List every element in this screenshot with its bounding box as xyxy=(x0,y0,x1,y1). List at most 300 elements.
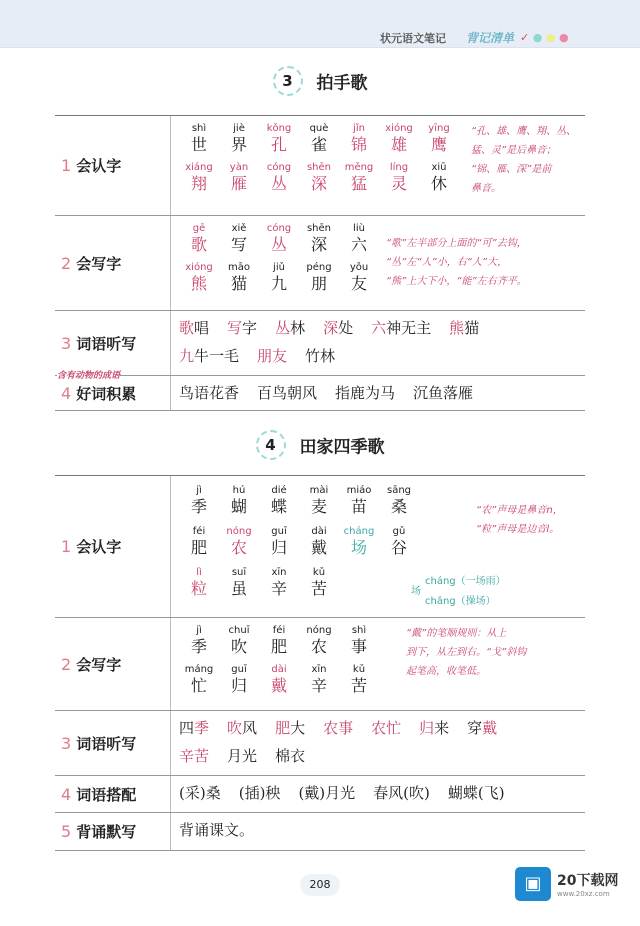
char-cell xyxy=(179,624,219,657)
word-part: 鸟语花香 xyxy=(179,384,240,402)
note-line: “孔、雄、鹰、翔、丛、 xyxy=(471,126,577,137)
char-cell xyxy=(339,525,379,558)
note-line: 起笔高，收笔低。 xyxy=(406,666,486,677)
pinyin: kǔ xyxy=(312,567,326,578)
word xyxy=(323,314,353,342)
pinyin: shì xyxy=(351,625,367,636)
row-number: 4 xyxy=(61,784,72,804)
pinyin: péng xyxy=(306,262,332,273)
pinyin: jiǔ xyxy=(273,262,285,273)
row-label xyxy=(55,311,171,381)
word-part: 吹 xyxy=(227,719,243,737)
char-cell xyxy=(379,122,419,155)
annotation: 含有动物的成语 xyxy=(57,368,120,381)
word xyxy=(239,779,281,807)
character: 归 xyxy=(270,538,287,557)
word xyxy=(257,379,317,407)
row-label xyxy=(55,711,171,775)
char-cell xyxy=(299,261,339,294)
char-cell xyxy=(379,484,419,517)
lesson-title xyxy=(0,430,640,460)
row-label-text: 词语听写 xyxy=(76,734,137,753)
char-line xyxy=(179,566,585,599)
pinyin: guī xyxy=(231,664,247,675)
pinyin: kǒng xyxy=(266,123,292,134)
character: 忙 xyxy=(190,676,207,695)
character: 苦 xyxy=(350,676,367,695)
row-number: 3 xyxy=(61,333,72,353)
char-cell xyxy=(259,222,299,255)
word-part: 竹林 xyxy=(305,347,336,365)
word-part: 背诵课文。 xyxy=(179,821,255,839)
reading-b: chǎng（操场） xyxy=(425,596,496,607)
word xyxy=(419,714,449,742)
character: 丛 xyxy=(270,174,287,193)
pinyin: jiè xyxy=(233,123,245,134)
row-number: 2 xyxy=(61,654,72,674)
word-part: 肥 xyxy=(275,719,291,737)
pinyin: xīn xyxy=(311,664,327,675)
pinyin: cóng xyxy=(266,162,292,173)
word-line xyxy=(179,714,585,742)
note-line: 猛、灵”是后鼻音； xyxy=(471,145,557,156)
character: 虽 xyxy=(230,579,247,598)
word xyxy=(227,714,257,742)
note-line: “戴”的笔顺规则：从上 xyxy=(406,628,507,639)
char-cell xyxy=(339,161,379,194)
row-label-text: 会写字 xyxy=(76,655,122,674)
teacher-note xyxy=(471,122,576,198)
lesson-name: 拍手歌 xyxy=(316,73,368,94)
row-label-text: 好词积累 xyxy=(76,384,137,403)
word xyxy=(257,342,287,370)
watermark-name: 20下载网 xyxy=(557,873,619,889)
row-label xyxy=(55,813,171,850)
table-row xyxy=(55,776,585,813)
row-number: 4 xyxy=(61,383,72,403)
pinyin: dài xyxy=(271,664,287,675)
char-cell xyxy=(379,161,419,194)
reading-a: cháng（一场雨） xyxy=(425,576,506,587)
character: 休 xyxy=(430,174,447,193)
char-cell xyxy=(339,624,379,657)
table-row xyxy=(55,711,585,776)
pinyin: xiáng xyxy=(185,162,213,173)
word-part: 神无主 xyxy=(386,319,432,337)
word xyxy=(227,742,257,770)
word-part: 熊 xyxy=(449,319,465,337)
lesson-number: 4 xyxy=(256,430,286,460)
pinyin: sāng xyxy=(386,485,412,496)
teacher-note xyxy=(406,624,526,681)
character: 深 xyxy=(310,235,327,254)
note-line: 到下，从左到右。“戈”斜钩 xyxy=(406,647,527,658)
character: 友 xyxy=(350,274,367,293)
word-part: 归 xyxy=(419,719,435,737)
series-title: 背记清单 xyxy=(466,31,515,45)
word-line xyxy=(179,342,585,370)
word-part: 处 xyxy=(338,319,354,337)
note-line: “锦、雁、深”是前 xyxy=(471,164,552,175)
pinyin: féi xyxy=(192,526,206,537)
pinyin: māo xyxy=(228,262,250,273)
character: 世 xyxy=(190,135,207,154)
char-cell xyxy=(299,566,339,599)
table-row xyxy=(55,813,585,851)
pinyin: xióng xyxy=(385,123,413,134)
char-cell xyxy=(179,261,219,294)
char-cell xyxy=(259,525,299,558)
char-cell xyxy=(179,663,219,696)
word-part: 棉衣 xyxy=(275,747,306,765)
row-content xyxy=(171,711,585,775)
pinyin: yǒu xyxy=(349,262,369,273)
word-part: 丛 xyxy=(275,319,291,337)
word xyxy=(371,714,401,742)
row-label-text: 会认字 xyxy=(76,538,122,556)
note-line: 鼻音。 xyxy=(471,183,501,194)
pinyin: lì xyxy=(196,567,202,578)
table-row xyxy=(55,476,585,618)
pinyin: jì xyxy=(196,485,202,496)
word-part: 大 xyxy=(290,719,306,737)
character: 麦 xyxy=(310,497,327,516)
lesson-table xyxy=(55,115,585,411)
word xyxy=(275,714,305,742)
char-cell xyxy=(259,161,299,194)
polyphone-char: 场 xyxy=(411,586,421,597)
row-number: 2 xyxy=(61,253,72,273)
row-label xyxy=(55,776,171,812)
char-cell xyxy=(179,122,219,155)
word xyxy=(298,779,355,807)
pinyin: máng xyxy=(184,664,214,675)
word-part: 歌 xyxy=(179,319,195,337)
character: 蝶 xyxy=(270,497,287,516)
character: 农 xyxy=(310,637,327,656)
row-number: 5 xyxy=(61,822,72,841)
character: 孔 xyxy=(270,135,287,154)
word xyxy=(179,379,239,407)
pinyin: yàn xyxy=(229,162,249,173)
char-cell xyxy=(219,525,259,558)
teacher-note xyxy=(476,501,563,539)
pinyin: měng xyxy=(344,162,374,173)
word-part: (采)桑 xyxy=(179,784,221,802)
table-row xyxy=(55,618,585,711)
char-cell xyxy=(259,566,299,599)
row-content xyxy=(171,476,585,617)
row-content xyxy=(171,311,585,375)
row-number: 1 xyxy=(61,156,72,175)
pinyin: gē xyxy=(192,223,206,234)
word-line xyxy=(179,742,585,770)
row-label xyxy=(55,476,171,617)
word-part: 季 xyxy=(194,719,210,737)
page-number: 208 xyxy=(300,874,340,896)
pinyin: xiě xyxy=(231,223,247,234)
word-line xyxy=(179,314,585,342)
char-cell xyxy=(259,484,299,517)
pinyin: xióng xyxy=(185,262,213,273)
char-cell xyxy=(219,161,259,194)
char-cell xyxy=(339,122,379,155)
word-part: (插)秧 xyxy=(238,784,281,802)
word xyxy=(275,742,305,770)
character: 歌 xyxy=(190,235,207,254)
pinyin: suī xyxy=(231,567,247,578)
pinyin: kǔ xyxy=(352,664,366,675)
word-part: 春风(吹) xyxy=(373,784,430,802)
char-cell xyxy=(419,122,459,155)
character: 戴 xyxy=(270,676,287,695)
lesson-title xyxy=(0,66,640,96)
pinyin: shēn xyxy=(306,223,332,234)
char-cell xyxy=(299,663,339,696)
pinyin: xiū xyxy=(431,162,447,173)
word-part: 九 xyxy=(179,347,195,365)
check-icon: ✓ xyxy=(520,31,530,44)
row-content xyxy=(171,116,585,215)
char-cell xyxy=(339,261,379,294)
word-part: 猫 xyxy=(464,319,480,337)
char-cell xyxy=(219,663,259,696)
char-cell xyxy=(419,161,459,194)
word xyxy=(179,816,254,844)
row-label-text: 背诵默写 xyxy=(76,823,137,841)
pinyin: féi xyxy=(272,625,286,636)
character: 粒 xyxy=(190,579,207,598)
word-line xyxy=(179,816,585,844)
character: 戴 xyxy=(310,538,327,557)
word-part: 写 xyxy=(227,319,243,337)
lesson-number: 3 xyxy=(273,66,303,96)
row-content xyxy=(171,216,585,310)
char-cell xyxy=(339,222,379,255)
pinyin: guī xyxy=(271,526,287,537)
char-cell xyxy=(339,663,379,696)
word-part: 四 xyxy=(179,719,195,737)
word xyxy=(371,314,431,342)
character: 吹 xyxy=(230,637,247,656)
character: 苗 xyxy=(350,497,367,516)
character: 雁 xyxy=(230,174,247,193)
word-part: 百鸟朝风 xyxy=(257,384,318,402)
char-cell xyxy=(299,624,339,657)
note-line: “粒”声母是边音l。 xyxy=(476,524,560,535)
character: 鹰 xyxy=(430,135,447,154)
char-cell xyxy=(259,122,299,155)
char-cell xyxy=(219,261,259,294)
word-part: 月光 xyxy=(227,747,258,765)
note-line: “丛”左“人”小，右“人”大， xyxy=(386,257,508,268)
pinyin: cháng xyxy=(343,526,375,537)
pinyin: liù xyxy=(353,223,365,234)
pinyin: nóng xyxy=(226,526,252,537)
char-cell xyxy=(299,525,339,558)
character: 猫 xyxy=(230,274,247,293)
pinyin: gǔ xyxy=(392,526,406,537)
character: 六 xyxy=(350,235,367,254)
word xyxy=(335,379,395,407)
word-line xyxy=(179,379,585,407)
character: 雄 xyxy=(390,135,407,154)
watermark-logo xyxy=(515,866,633,902)
char-cell xyxy=(219,624,259,657)
word-part: 深 xyxy=(323,319,339,337)
watermark-url: www.20xz.com xyxy=(557,890,610,898)
character: 桑 xyxy=(390,497,407,516)
word-part: 指鹿为马 xyxy=(335,384,396,402)
char-cell xyxy=(259,624,299,657)
character: 雀 xyxy=(310,135,327,154)
word-part: 风 xyxy=(242,719,258,737)
word xyxy=(275,314,305,342)
character: 农 xyxy=(230,538,247,557)
char-cell xyxy=(299,161,339,194)
char-cell xyxy=(179,525,219,558)
word-part: 朋友 xyxy=(257,347,288,365)
character: 朋 xyxy=(310,274,327,293)
pinyin: xīn xyxy=(271,567,287,578)
row-label-text: 词语搭配 xyxy=(76,785,137,804)
row-number: 1 xyxy=(61,537,72,556)
word-part: (戴)月光 xyxy=(298,784,356,802)
char-cell xyxy=(219,122,259,155)
row-label xyxy=(55,376,171,410)
word-part: 辛苦 xyxy=(179,747,210,765)
pinyin: shì xyxy=(191,123,207,134)
table-row xyxy=(55,311,585,381)
word-part: 唱 xyxy=(194,319,210,337)
row-label xyxy=(55,116,171,215)
word-part: 穿 xyxy=(467,719,483,737)
pinyin: cóng xyxy=(266,223,292,234)
character: 谷 xyxy=(390,538,407,557)
pinyin: hú xyxy=(232,485,246,496)
word xyxy=(305,342,335,370)
char-cell xyxy=(299,484,339,517)
char-cell xyxy=(339,484,379,517)
lesson-table xyxy=(55,475,585,851)
word xyxy=(449,314,479,342)
pinyin: què xyxy=(309,123,329,134)
polyphone-note xyxy=(411,572,506,612)
char-cell xyxy=(379,525,419,558)
character: 深 xyxy=(310,174,327,193)
word-part: 字 xyxy=(242,319,258,337)
word xyxy=(179,779,221,807)
row-content xyxy=(171,776,585,812)
word-part: 戴 xyxy=(482,719,498,737)
row-content xyxy=(171,376,585,410)
pinyin: líng xyxy=(389,162,409,173)
character: 界 xyxy=(230,135,247,154)
character: 苦 xyxy=(310,579,327,598)
pinyin: chuī xyxy=(228,625,250,636)
char-cell xyxy=(219,566,259,599)
character: 肥 xyxy=(190,538,207,557)
teacher-note xyxy=(386,234,527,291)
word-part: 农忙 xyxy=(371,719,402,737)
pinyin: jǐn xyxy=(353,123,365,134)
pinyin: nóng xyxy=(306,625,332,636)
char-cell xyxy=(179,484,219,517)
character: 季 xyxy=(190,637,207,656)
char-cell xyxy=(179,222,219,255)
word-line xyxy=(179,779,585,807)
char-cell xyxy=(299,222,339,255)
row-label-text: 会写字 xyxy=(76,254,122,273)
character: 辛 xyxy=(310,676,327,695)
word xyxy=(179,742,209,770)
word-part: 蝴蝶(飞) xyxy=(447,784,505,802)
note-line: “歌”左半部分上面的“可”去钩， xyxy=(386,238,527,249)
note-line: “熊”上大下小，“能”左右齐平。 xyxy=(386,276,527,287)
word-part: 林 xyxy=(290,319,306,337)
word-part: 农事 xyxy=(323,719,354,737)
character: 翔 xyxy=(190,174,207,193)
table-row xyxy=(55,116,585,216)
table-row xyxy=(55,216,585,311)
decor-dots: ✓ ● ● ● xyxy=(520,31,569,44)
character: 丛 xyxy=(270,235,287,254)
word xyxy=(413,379,473,407)
row-label-text: 会认字 xyxy=(76,157,122,175)
row-label-text: 词语听写 xyxy=(76,334,137,353)
char-cell xyxy=(179,566,219,599)
word-part: 来 xyxy=(434,719,450,737)
word-part: 六 xyxy=(371,319,387,337)
word xyxy=(227,314,257,342)
word xyxy=(448,779,505,807)
word xyxy=(179,342,239,370)
row-content xyxy=(171,813,585,850)
character: 场 xyxy=(350,538,367,557)
word xyxy=(323,714,353,742)
character: 写 xyxy=(230,235,247,254)
char-cell xyxy=(219,222,259,255)
char-cell xyxy=(219,484,259,517)
header-bar xyxy=(0,0,640,48)
word xyxy=(373,779,430,807)
pinyin: yīng xyxy=(428,123,450,134)
char-cell xyxy=(179,161,219,194)
row-content xyxy=(171,618,585,710)
character: 猛 xyxy=(350,174,367,193)
table-row xyxy=(55,376,585,411)
pinyin: dié xyxy=(271,485,287,496)
char-cell xyxy=(259,663,299,696)
character: 肥 xyxy=(270,637,287,656)
note-line: “农”声母是鼻音n， xyxy=(476,505,563,516)
pinyin: dài xyxy=(311,526,327,537)
word-part: 沉鱼落雁 xyxy=(413,384,474,402)
character: 归 xyxy=(230,676,247,695)
word xyxy=(467,714,497,742)
pinyin: miáo xyxy=(346,485,372,496)
character: 蝴 xyxy=(230,497,247,516)
word xyxy=(179,314,209,342)
word xyxy=(179,714,209,742)
character: 灵 xyxy=(390,174,407,193)
character: 事 xyxy=(350,637,367,656)
character: 季 xyxy=(190,497,207,516)
character: 九 xyxy=(270,274,287,293)
row-number: 3 xyxy=(61,733,72,753)
row-label xyxy=(55,618,171,710)
pinyin: jì xyxy=(196,625,202,636)
